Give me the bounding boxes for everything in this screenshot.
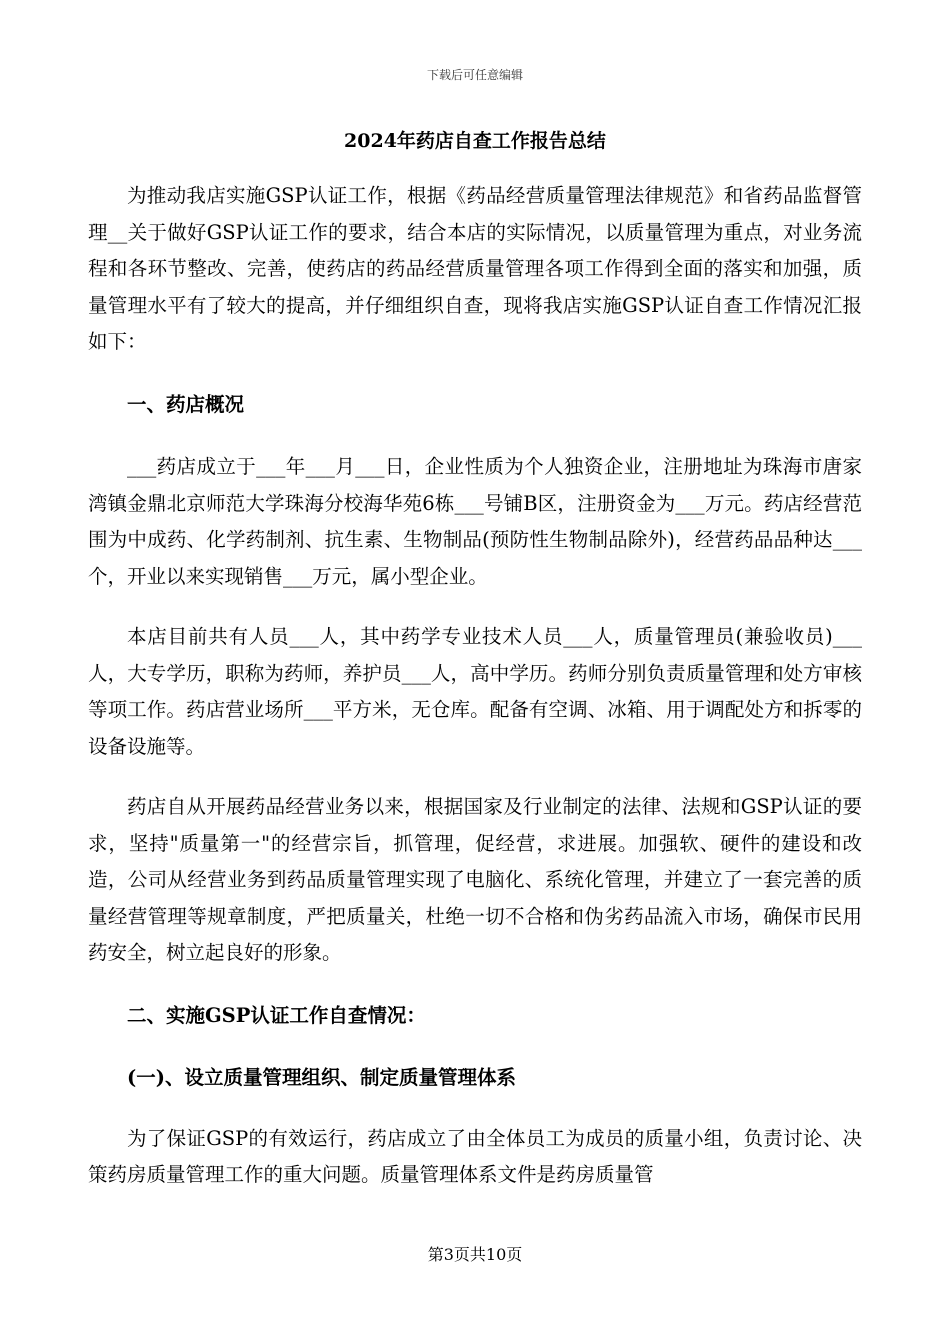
subsection-heading-quality-org: (一)、设立质量管理组织、制定质量管理体系 [127,1066,516,1089]
section-heading-overview: 一、药店概况 [127,392,245,416]
quality-org-paragraph: 为了保证GSP的有效运行，药店成立了由全体员工为成员的质量小组，负责讨论、决策药房质量管理工作的重大问题。质量管理体系文件是药房质量管 [88,1126,862,1186]
overview-paragraph-1: ___药店成立于___年___月___日，企业性质为个人独资企业，注册地址为珠海市唐家湾镇金鼎北京师范大学珠海分校海华苑6栋___号铺B区，注册资金为___万元。药店经营范围为中成药、化学药制剂、抗生素、生物制品(预防性生物制品除外)，经营药品品种达___个，开业以来实现销售___万元，属小型企业。 [88,455,862,588]
document-body [88,178,862,1194]
page-number: 第3页共10页 [427,1245,523,1264]
overview-paragraph-2: 本店目前共有人员___人，其中药学专业技术人员___人，质量管理员(兼验收员)___人，大专学历，职称为药师，养护员___人，高中学历。药师分别负责质量管理和处方审核等项工作。药店营业场所___平方米，无仓库。配备有空调、冰箱、用于调配处方和拆零的设备设施等。 [88,625,862,758]
intro-paragraph: 为推动我店实施GSP认证工作，根据《药品经营质量管理法律规范》和省药品监督管理__关于做好GSP认证工作的要求，结合本店的实际情况，以质量管理为重点，对业务流程和各环节整改、完善，使药店的药品经营质量管理各项工作得到全面的落实和加强，质量管理水平有了较大的提高，并仔细组织自查，现将我店实施GSP认证自查工作情况汇报如下： [88,184,862,353]
header-note: 下载后可任意编辑 [426,68,523,82]
section-heading-self-check: 二、实施GSP认证工作自查情况： [127,1003,426,1027]
overview-paragraph-3: 药店自从开展药品经营业务以来，根据国家及行业制定的法律、法规和GSP认证的要求，坚持"质量第一"的经营宗旨，抓管理，促经营，求进展。加强软、硬件的建设和改造，公司从经营业务到药品质量管理实现了电脑化、系统化管理，并建立了一套完善的质量经营管理等规章制度，严把质量关，杜绝一切不合格和伪劣药品流入市场，确保市民用药安全，树立起良好的形象。 [88,795,862,964]
document-title: 2024年药店自查工作报告总结 [344,130,606,152]
